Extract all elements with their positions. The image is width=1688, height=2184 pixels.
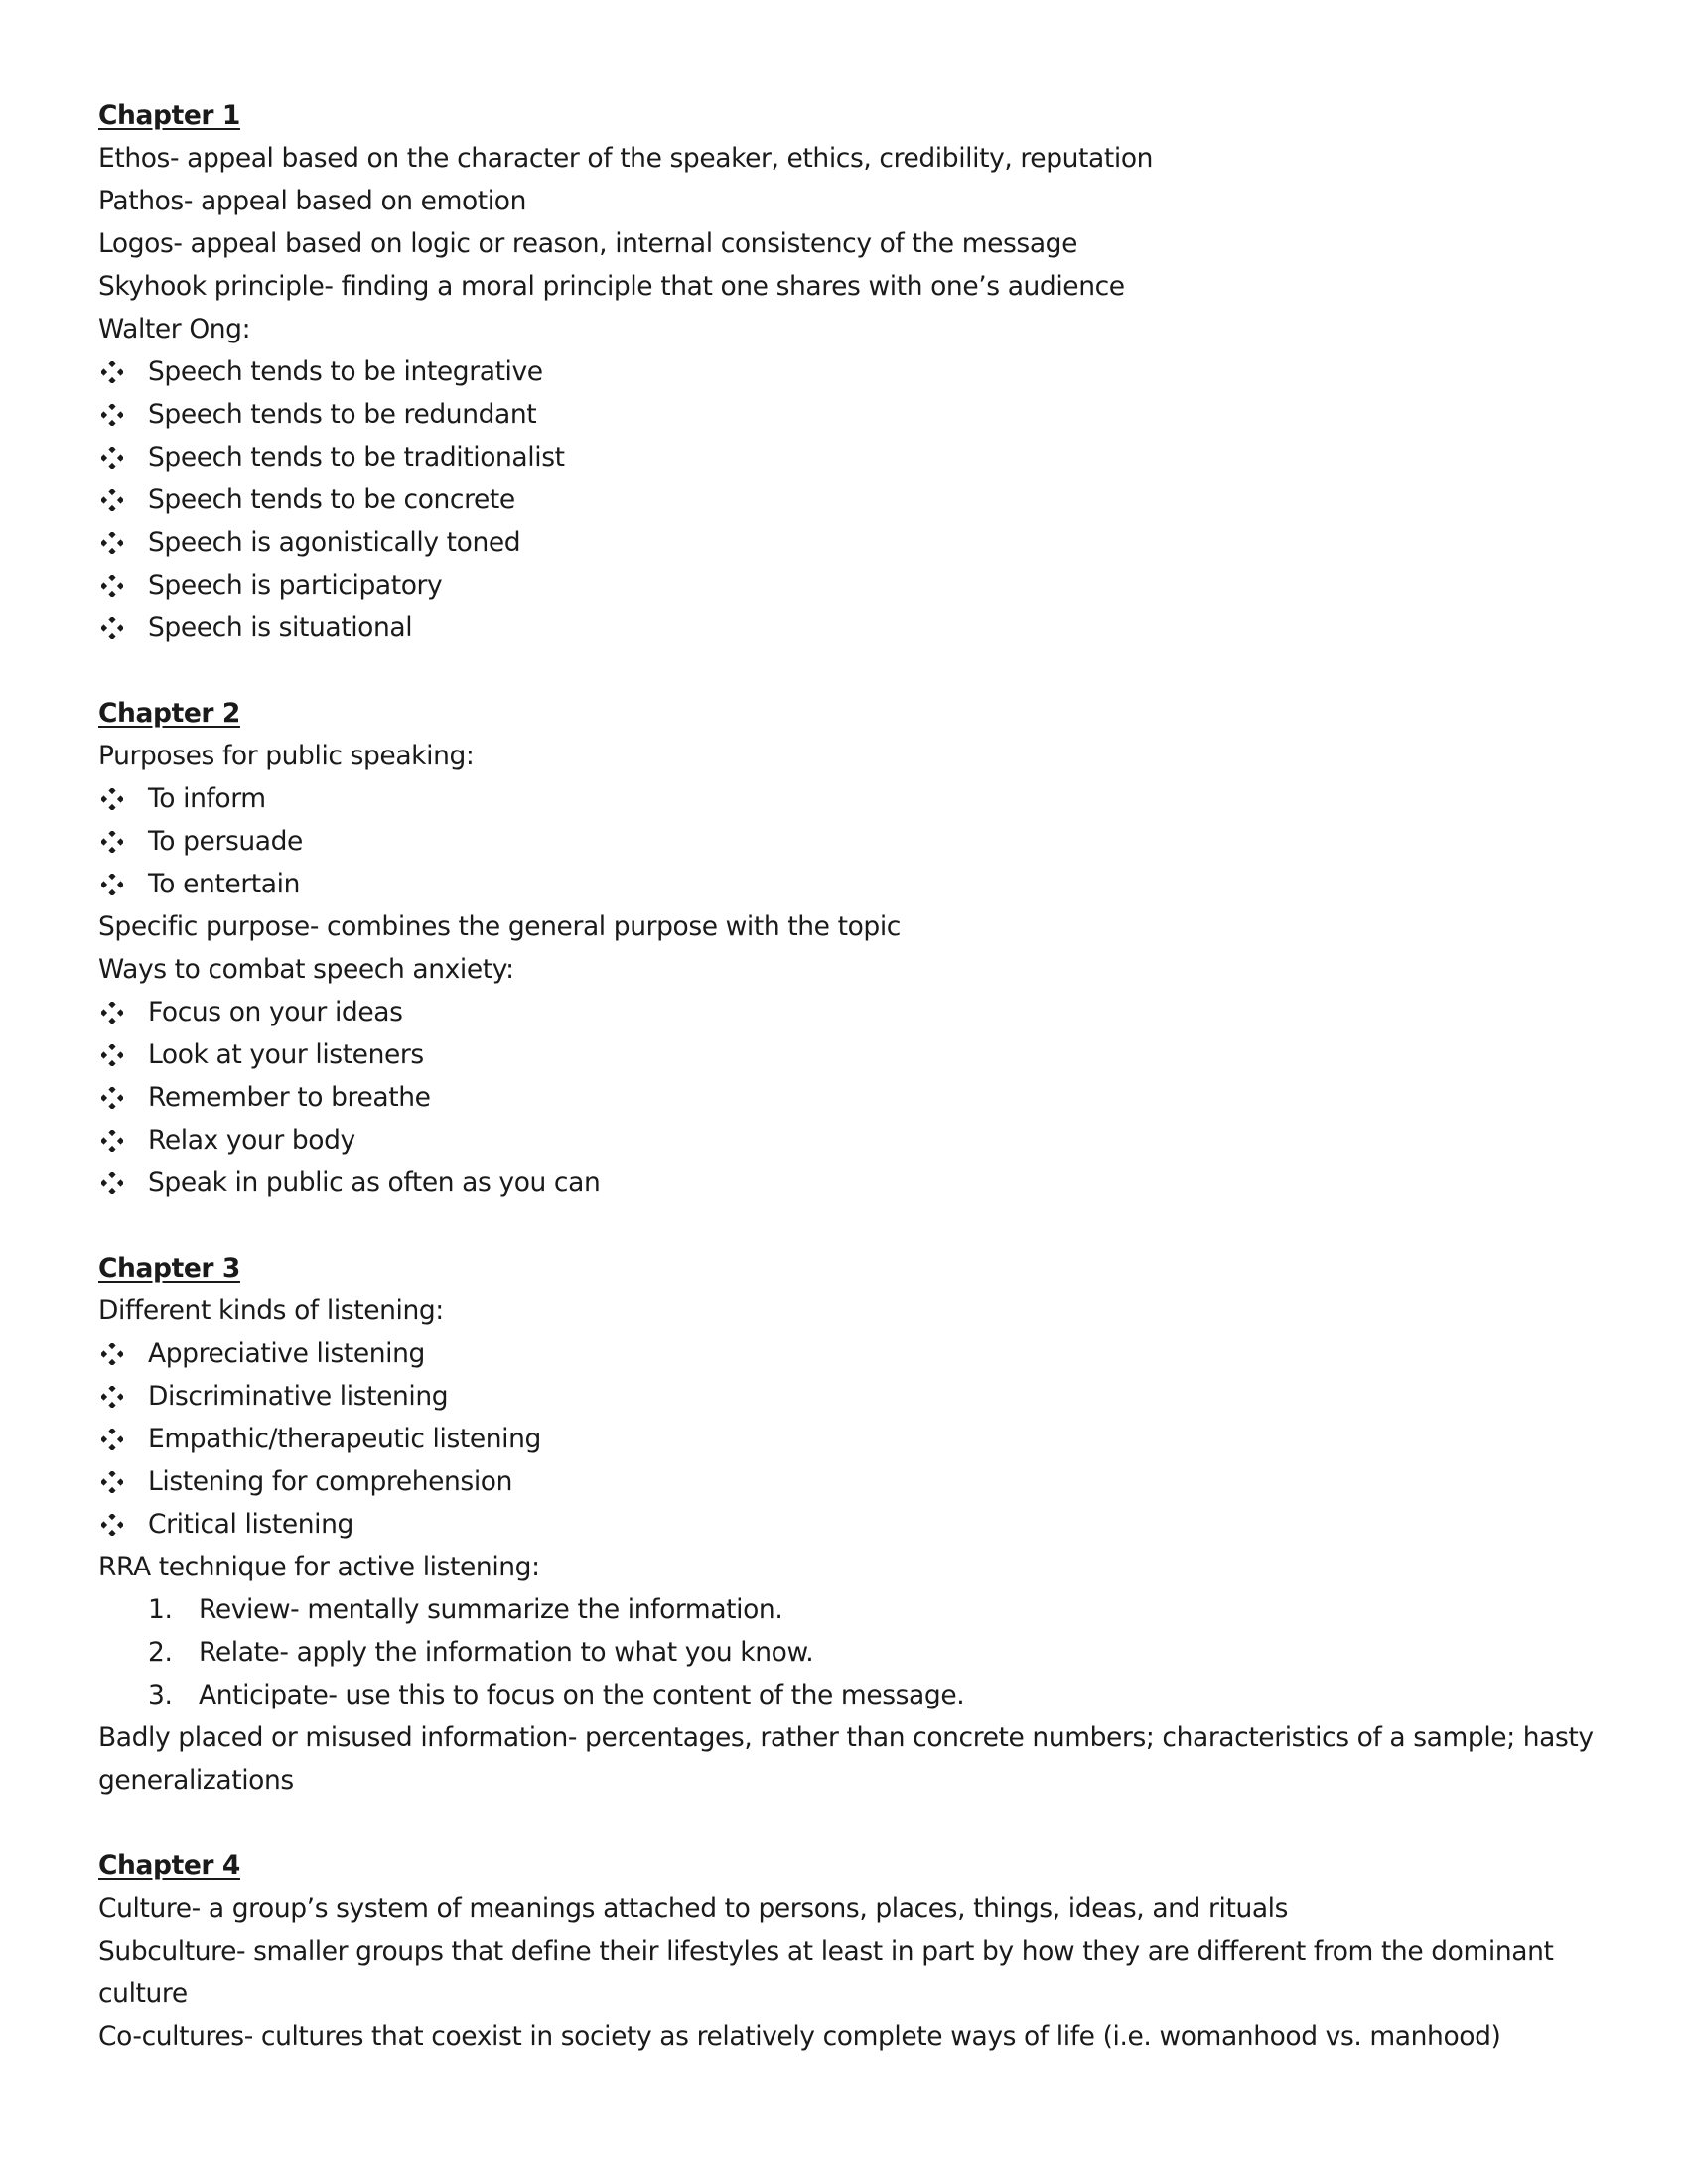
chapter-section [98, 1247, 1608, 1802]
list-item-text: Relax your body [148, 1125, 355, 1156]
list-item-text: Critical listening [148, 1509, 353, 1540]
list-number: 1. [148, 1594, 173, 1625]
list-item-text: Speak in public as often as you can [148, 1167, 601, 1198]
numbered-list-item [98, 1588, 1608, 1631]
numbered-list [98, 1588, 1608, 1716]
definition-text: Culture- a group’s system of meanings attached to persons, places, things, ideas, and rituals [98, 1893, 1289, 1924]
list-item-text: Anticipate- use this to focus on the content of the message. [199, 1680, 965, 1710]
four-diamond-bullet-icon [101, 1119, 123, 1161]
definition-text: Different kinds of listening: [98, 1296, 444, 1326]
four-diamond-bullet-icon [101, 1076, 123, 1119]
list-item-text: Speech tends to be integrative [148, 356, 543, 387]
four-diamond-bullet-icon [101, 1033, 123, 1076]
definition-text: Purposes for public speaking: [98, 741, 475, 771]
bullet-list [98, 777, 1608, 905]
numbered-list-item [98, 1631, 1608, 1674]
list-item-text: Speech tends to be redundant [148, 399, 537, 430]
list-item-text: Review- mentally summarize the information. [199, 1594, 783, 1625]
list-item-text: Discriminative listening [148, 1381, 449, 1412]
four-diamond-bullet-icon [101, 1503, 123, 1546]
list-item [98, 991, 1608, 1033]
list-item-text: Speech is situational [148, 613, 413, 643]
four-diamond-bullet-icon [101, 521, 123, 564]
list-item-text: Empathic/therapeutic listening [148, 1424, 541, 1454]
definition-text: Co-cultures- cultures that coexist in society as relatively complete ways of life (i.e. womanhood vs. manhood) [98, 2021, 1501, 2052]
document-body [98, 94, 1608, 2101]
four-diamond-bullet-icon [101, 607, 123, 649]
bullet-list [98, 991, 1608, 1204]
bullet-list [98, 1332, 1608, 1546]
four-diamond-bullet-icon [101, 863, 123, 905]
four-diamond-bullet-icon [101, 1460, 123, 1503]
chapter-heading: Chapter 4 [98, 1850, 240, 1881]
list-item [98, 521, 1608, 564]
four-diamond-bullet-icon [101, 436, 123, 478]
list-item [98, 350, 1608, 393]
four-diamond-bullet-icon [101, 350, 123, 393]
definition-text: Specific purpose- combines the general purpose with the topic [98, 911, 901, 942]
numbered-list-item [98, 1674, 1608, 1716]
definition-text: Ethos- appeal based on the character of the speaker, ethics, credibility, reputation [98, 143, 1154, 174]
four-diamond-bullet-icon [101, 564, 123, 607]
chapter-heading: Chapter 2 [98, 698, 240, 729]
list-item-text: Remember to breathe [148, 1082, 431, 1113]
list-item [98, 564, 1608, 607]
list-item [98, 478, 1608, 521]
list-item [98, 1503, 1608, 1546]
list-number: 3. [148, 1680, 173, 1710]
four-diamond-bullet-icon [101, 393, 123, 436]
definition-text: RRA technique for active listening: [98, 1552, 540, 1582]
definition-text: Skyhook principle- finding a moral principle that one shares with one’s audience [98, 271, 1125, 302]
list-item [98, 1076, 1608, 1119]
four-diamond-bullet-icon [101, 777, 123, 820]
chapter-section [98, 692, 1608, 1204]
four-diamond-bullet-icon [101, 1418, 123, 1460]
list-item-text: Speech tends to be traditionalist [148, 442, 565, 473]
definition-text: Pathos- appeal based on emotion [98, 186, 526, 216]
list-item [98, 1161, 1608, 1204]
list-number: 2. [148, 1637, 173, 1668]
definition-text: Subculture- smaller groups that define their lifestyles at least in part by how they are different from the dominant culture [98, 1936, 1554, 2009]
chapter-section [98, 94, 1608, 649]
list-item-text: Appreciative listening [148, 1338, 425, 1369]
list-item [98, 1418, 1608, 1460]
list-item-text: Listening for comprehension [148, 1466, 512, 1497]
list-item-text: Focus on your ideas [148, 997, 403, 1027]
list-item [98, 1119, 1608, 1161]
chapter-heading: Chapter 1 [98, 100, 240, 131]
chapter-heading: Chapter 3 [98, 1253, 240, 1284]
list-item [98, 393, 1608, 436]
four-diamond-bullet-icon [101, 1332, 123, 1375]
list-item-text: Speech is agonistically toned [148, 527, 521, 558]
list-item [98, 863, 1608, 905]
list-item-text: Speech tends to be concrete [148, 484, 515, 515]
four-diamond-bullet-icon [101, 991, 123, 1033]
list-item-text: Relate- apply the information to what you know. [199, 1637, 814, 1668]
chapter-section [98, 1844, 1608, 2058]
four-diamond-bullet-icon [101, 478, 123, 521]
list-item [98, 1460, 1608, 1503]
list-item-text: To entertain [148, 869, 300, 899]
list-item-text: To persuade [148, 826, 303, 857]
list-item [98, 1375, 1608, 1418]
four-diamond-bullet-icon [101, 1375, 123, 1418]
list-item [98, 1033, 1608, 1076]
list-item [98, 436, 1608, 478]
list-item [98, 1332, 1608, 1375]
bullet-list [98, 350, 1608, 649]
list-item-text: Look at your listeners [148, 1039, 424, 1070]
list-item-text: To inform [148, 783, 266, 814]
list-item [98, 777, 1608, 820]
definition-text: Logos- appeal based on logic or reason, internal consistency of the message [98, 228, 1077, 259]
four-diamond-bullet-icon [101, 820, 123, 863]
list-item-text: Speech is participatory [148, 570, 443, 601]
four-diamond-bullet-icon [101, 1161, 123, 1204]
list-item [98, 820, 1608, 863]
definition-text: Badly placed or misused information- percentages, rather than concrete numbers; characteristics of a sample; hasty generalizations [98, 1722, 1594, 1796]
definition-text: Walter Ong: [98, 314, 251, 344]
list-item [98, 607, 1608, 649]
definition-text: Ways to combat speech anxiety: [98, 954, 514, 985]
